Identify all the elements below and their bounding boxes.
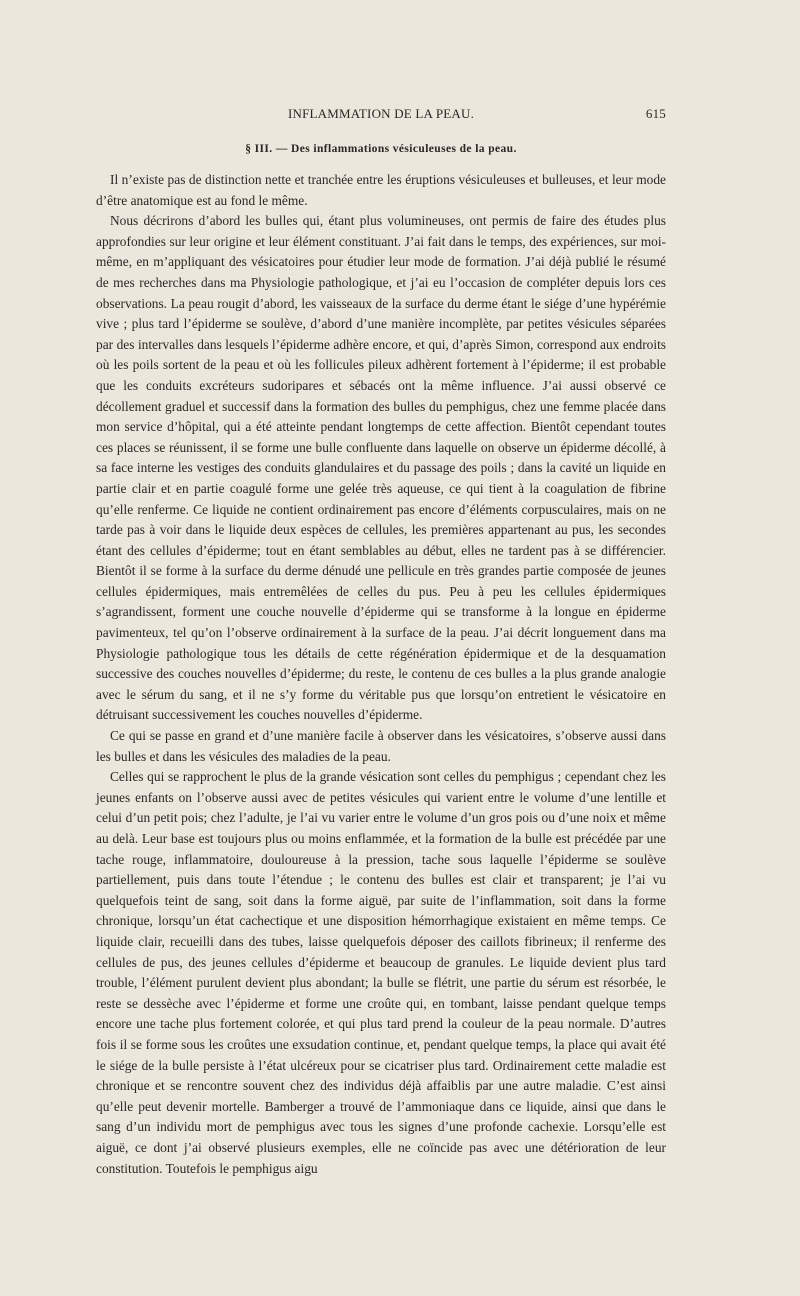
paragraph: Il n’existe pas de distinction nette et tranchée entre les éruptions vésiculeuses et bulleuses, et leur mode d’être anatomique est au fond le même. [96,172,666,208]
paragraph: Nous décrirons d’abord les bulles qui, étant plus volumineuses, ont permis de faire des études plus approfondies sur leur origine et leur élément constituant. J’ai fait dans le temps, des expériences, sur moi-même, en m’appliquant des vésicatoires pour étudier leur mode de formation. J’ai déjà publié le résumé de mes recherches dans ma Physiologie pathologique, et j’ai eu l’occasion de compléter depuis lors ces observations. La peau rougit d’abord, les vaisseaux de la surface du derme étant le siége d’une hypérémie vive ; plus tard l’épiderme se soulève, d’abord d’une manière incomplète, par petites vésicules séparées par des intervalles dans lesquels l’épiderme adhère encore, et qui, d’après Simon, correspond aux endroits où les poils sortent de la peau et où les follicules pileux adhèrent fortement à l’épiderme; il est probable que les conduits excréteurs sudoripares et sébacés ont la même influence. J’ai aussi observé ce décollement graduel et successif dans la formation des bulles du pemphigus, chez une femme placée dans mon service d’hôpital, qui a été atteinte pendant longtemps de cette affection. Bientôt cependant toutes ces places se réunissent, il se forme une bulle confluente dans laquelle on observe un épiderme décollé, à sa face interne les vestiges des conduits glandulaires et du passage des poils ; dans la cavité un liquide en partie clair et en partie coagulé forme une gelée très aqueuse, ce qui tient à la coagulation de fibrine qu’elle renferme. Ce liquide ne contient ordinairement pas encore d’éléments corpusculaires, mais on ne tarde pas à voir dans le liquide deux espèces de cellules, les premières appartenant au pus, les secondes étant des cellules d’épiderme; tout en étant semblables au début, elles ne tardent pas à se différencier. Bientôt il se forme à la surface du derme dénudé une pellicule en très grandes partie composée de jeunes cellules épidermiques, mais entremêlées de celles du pus. Peu à peu les cellules épidermiques s’agrandissent, forment une couche nouvelle d’épiderme qui se transforme à la longue en épiderme pavimenteux, tel qu’on l’observe ordinairement à la surface de la peau. J’ai décrit longuement dans ma Physiologie pathologique tous les détails de cette régénération épidermique et de la desquamation successive des couches nouvelles d’épiderme; du reste, le contenu de ces bulles a la plus grande analogie avec le sérum du sang, et il ne s’y forme du véritable pus que lorsqu’on entretient le vésicatoire en détruisant successivement les couches nouvelles d’épiderme. [96,213,666,723]
paragraph: Ce qui se passe en grand et d’une manière facile à observer dans les vésicatoires, s’observe aussi dans les bulles et dans les vésicules des maladies de la peau. [96,728,666,764]
body-text [96,170,666,1179]
section-title: § III. — Des inflammations vésiculeuses de la peau. [245,143,517,155]
page-number: 615 [645,106,666,121]
paragraph: Celles qui se rapprochent le plus de la grande vésication sont celles du pemphigus ; cependant chez les jeunes enfants on l’observe aussi avec de petites vésicules qui varient entre le volume d’une lentille et celui d’un petit pois; chez l’adulte, je l’ai vu varier entre le volume d’un gros pois ou d’une noix et même au delà. Leur base est toujours plus ou moins enflammée, et la formation de la bulle est précédée par une tache rouge, inflammatoire, douloureuse à la pression, tache sous laquelle l’épiderme se soulève partiellement, puis dans toute l’étendue ; le contenu des bulles est clair et transparent; je l’ai vu quelquefois teint de sang, soit dans la forme aiguë, par suite de l’inflammation, soit dans la forme chronique, lorsqu’un état cachectique et une disposition hémorrhagique existaient en même temps. Ce liquide clair, recueilli dans des tubes, laisse quelquefois déposer des caillots fibrineux; il renferme des cellules de pus, des jeunes cellules d’épiderme et beaucoup de granules. Le liquide devient plus tard trouble, l’élément purulent devient plus abondant; la bulle se flétrit, une partie du sérum est résorbée, le reste se dessèche avec l’épiderme et forme une croûte qui, en tombant, laisse pendant quelque temps encore une tache plus fortement colorée, et qui plus tard prend la couleur de la peau normale. D’autres fois il se forme sous les croûtes une exsudation continue, et, pendant quelque temps, la place qui avait été le siége de la bulle persiste à l’état ulcéreux pour se cicatriser plus tard. Ordinairement cette maladie est chronique et se rencontre souvent chez des individus déjà affaiblis par une autre maladie. C’est ainsi qu’elle peut devenir mortelle. Bamberger a trouvé de l’ammoniaque dans ce liquide, ainsi que dans le sang d’un individu mort de pemphigus avec tous les signes d’une profonde cachexie. Lorsqu’elle est aiguë, ce dont j’ai observé plusieurs exemples, elle ne coïncide pas avec une détérioration de leur constitution. Toutefois le pemphigus aigu [96,769,666,1176]
running-title: INFLAMMATION DE LA PEAU. [287,106,475,121]
